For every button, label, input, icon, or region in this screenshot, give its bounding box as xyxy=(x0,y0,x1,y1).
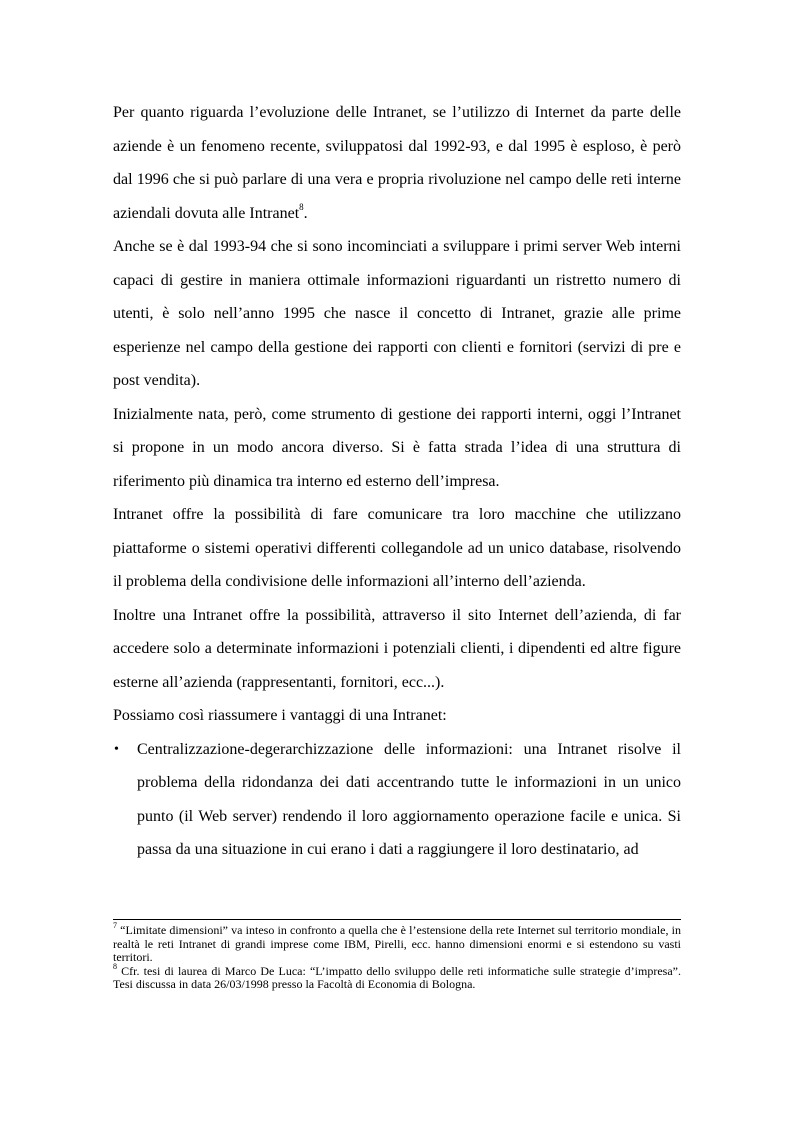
footnote-ref-8[interactable]: 8 xyxy=(299,202,304,213)
list-item-text: Centralizzazione-degerarchizzazione delle informazioni: una Intranet risolve il problema della ridondanza dei dati accentrando tutte le informazioni in un unico punto (il Web server) rendendo il loro aggiornamento operazione facile e unica. Si passa da una situazione in cui erano i dati a raggiungere il loro destinatario, ad xyxy=(137,740,681,858)
paragraph-intranet-evolution: Per quanto riguarda l’evoluzione delle Intranet, se l’utilizzo di Internet da parte delle aziende è un fenomeno recente, sviluppatosi dal 1992-93, e dal 1995 è esploso, è però dal 1996 che si può parlare di una vera e propria rivoluzione nel campo delle reti interne aziendali dovuta alle Intranet$^8$. xyxy=(113,104,681,222)
page-body xyxy=(113,96,681,867)
paragraph-advantages-intro: Possiamo così riassumere i vantaggi di una Intranet: xyxy=(113,707,447,724)
footnote-8 xyxy=(113,961,681,992)
footnotes xyxy=(113,921,681,992)
bullet-icon: • xyxy=(114,741,119,757)
paragraph-web-servers: Anche se è dal 1993-94 che si sono incominciati a sviluppare i primi server Web interni capaci di gestire in maniera ottimale informazioni riguardanti un ristretto numero di utenti, è solo nell’anno 1995 che nasce il concetto di Intranet, grazie alle prime esperienze nel campo della gestione dei rapporti con clienti e fornitori (servizi di pre e post vendita). xyxy=(113,238,681,389)
footnote-7 xyxy=(113,921,681,965)
footnote-number: 7 xyxy=(113,921,117,930)
advantages-list xyxy=(113,733,681,867)
list-item xyxy=(113,733,681,867)
paragraph-internal-management: Inizialmente nata, però, come strumento di gestione dei rapporti interni, oggi l’Intranet si propone in un modo ancora diverso. Si è fatta strada l’idea di una struttura di riferimento più dinamica tra interno ed esterno dell’impresa. xyxy=(113,405,681,490)
paragraph-external-access: Inoltre una Intranet offre la possibilità, attraverso il sito Internet dell’azienda, di far accedere solo a determinate informazioni i potenziali clienti, i dipendenti ed altre figure esterne all’azienda (rappresentanti, fornitori, ecc...). xyxy=(113,606,681,691)
footnote-number: 8 xyxy=(113,961,117,971)
footnote-text: Cfr. tesi di laurea di Marco De Luca: “L’impatto dello sviluppo delle reti informatiche sulle strategie d’impresa”. Tesi discussa in data 26/03/1998 presso la Facoltà di Economia di Bologna. xyxy=(113,963,681,991)
paragraph-platform-communication: Intranet offre la possibilità di fare comunicare tra loro macchine che utilizzano piattaforme o sistemi operativi differenti collegandole ad un unico database, risolvendo il problema della condivisione delle informazioni all’interno dell’azienda. xyxy=(113,506,681,590)
footnote-text: “Limitate dimensioni” va inteso in confronto a quella che è l’estensione della rete Internet sul territorio mondiale, in realtà le reti Intranet di grandi imprese come IBM, Pirelli, ecc. hanno dimensioni enormi e si estendono su vasti territori. xyxy=(113,923,681,964)
footnote-separator xyxy=(113,919,681,920)
